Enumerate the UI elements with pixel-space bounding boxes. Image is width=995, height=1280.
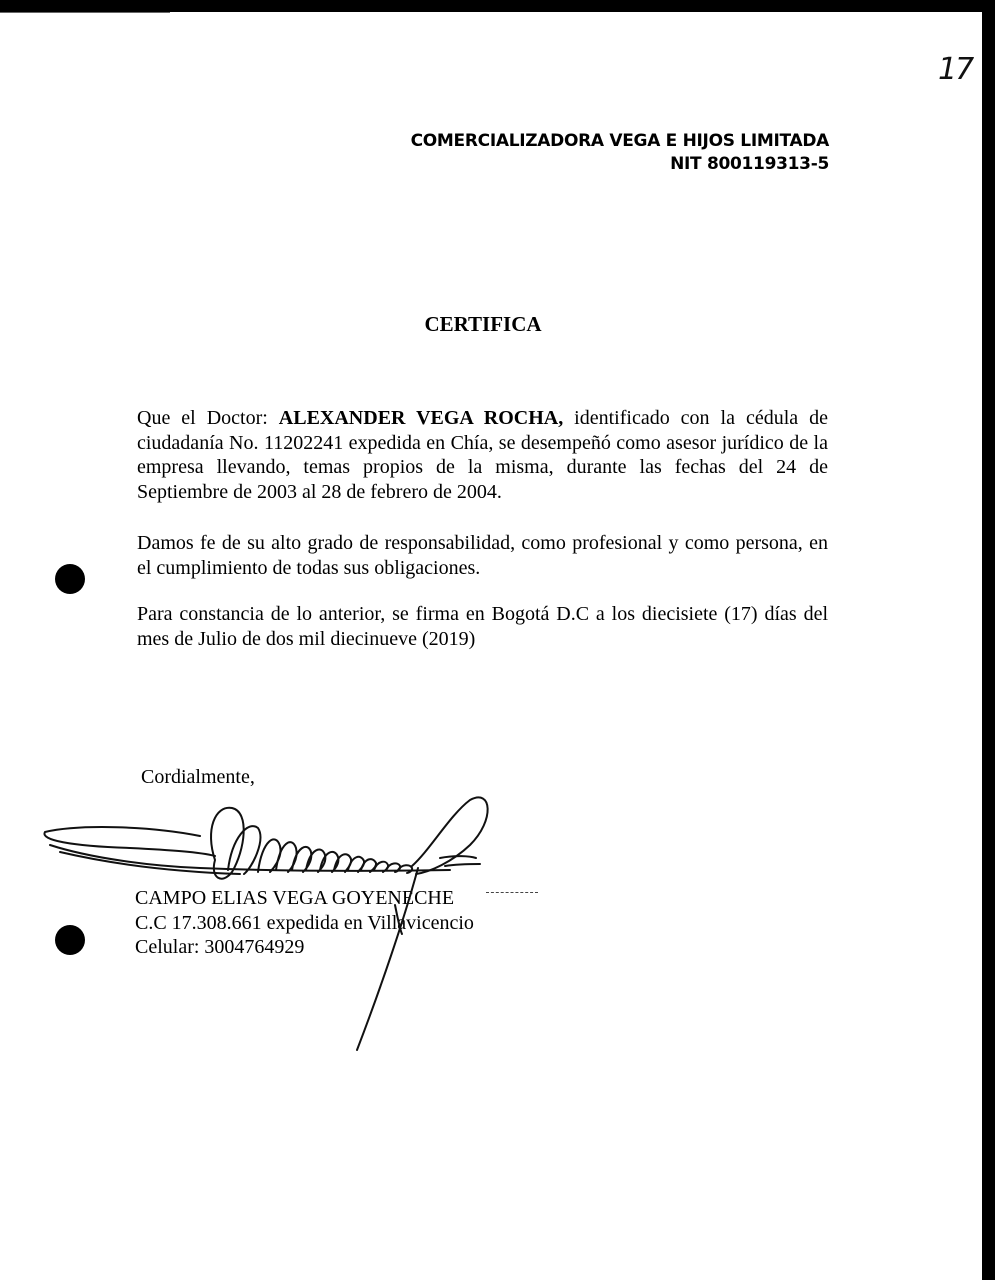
- signer-id: C.C 17.308.661 expedida en Villavicencio: [135, 911, 474, 934]
- paragraph-responsibility: Damos fe de su alto grado de responsabilidad, como profesional y como persona, en el cumplimiento de todas sus obligaciones.: [137, 532, 828, 579]
- p1-prefix: Que el Doctor:: [137, 407, 279, 429]
- paragraph-constancy: Para constancia de lo anterior, se firma en Bogotá D.C a los diecisiete (17) días del mes de Julio de dos mil diecinueve (2019): [137, 603, 828, 650]
- punch-hole-dot: [55, 925, 85, 955]
- signer-phone: Celular: 3004764929: [135, 936, 305, 958]
- closing-salutation: Cordialmente,: [141, 766, 255, 788]
- handwritten-page-number: 17: [938, 52, 973, 87]
- document-title: CERTIFICA: [424, 312, 542, 336]
- certified-person-name: ALEXANDER VEGA ROCHA,: [278, 407, 564, 429]
- signer-name: CAMPO ELIAS VEGA GOYENECHE: [135, 887, 455, 909]
- p1-rest: identificado con la cédula de ciudadanía No. 11202241 expedida en Chía, se desempeñó como asesor jurídico de la empresa llevando, temas propios de la misma, durante las fechas del 24 de Septiembre de 2003 al 28 de febrero de 2004.: [137, 407, 828, 503]
- company-nit: NIT 800119313-5: [670, 154, 829, 174]
- punch-hole-dot: [55, 564, 85, 594]
- company-name: COMERCIALIZADORA VEGA E HIJOS LIMITADA: [410, 131, 829, 151]
